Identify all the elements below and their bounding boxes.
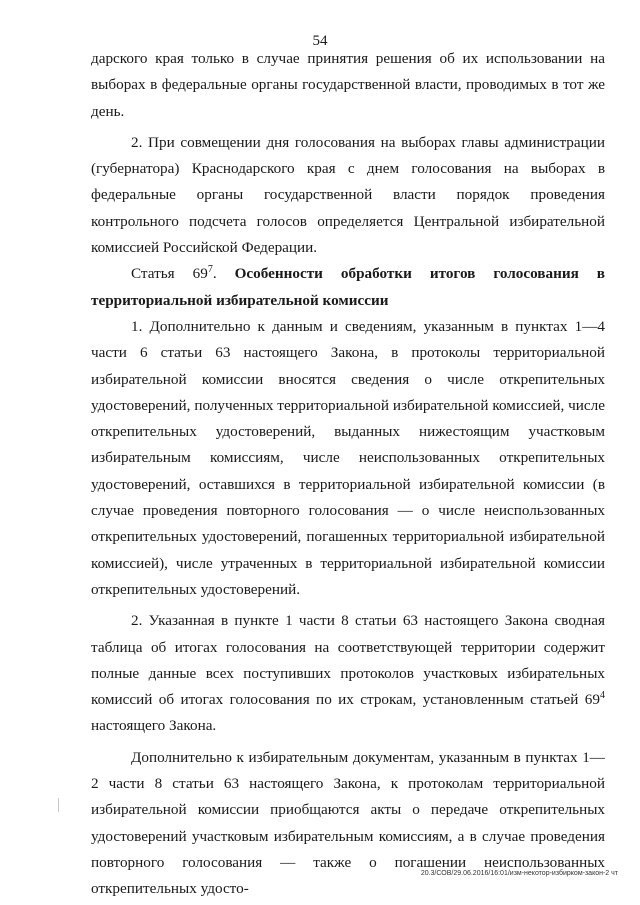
article-paragraph-2-superscript: 4 (600, 690, 605, 702)
article-number-dot: . (212, 265, 235, 283)
article-title (91, 261, 605, 314)
paragraph-continuation: дарского края только в случае принятия решения об их использовании на выборах в федеральные органы государственной власти, проводимых в тот же день. (91, 50, 605, 120)
margin-mark (58, 798, 59, 812)
footer-document-code: 20.3/СОВ/29.06.2016/16:01/изм-некотор-избирком-закон-2 чт (420, 870, 618, 877)
article-paragraph-2-text: 2. Указанная в пункте 1 части 8 статьи 63 настоящего Закона сводная таблица об итогах голосования на соответствующей территории содержит полные данные всех поступивших протоколов участковых избирательных комиссий об итогах голосования по их строкам, установленным статьей 69 (91, 612, 605, 709)
article-paragraph-2 (91, 608, 605, 739)
paragraph-2: 2. При совмещении дня голосования на выборах главы администрации (губернатора) Краснодарского края с днем голосования на выборах в федеральные органы государственной власти порядок проведения контрольного подсчета голосов определяется Центральной избирательной комиссией Российской Федерации. (91, 133, 605, 257)
article-number: Статья 69 (131, 265, 208, 283)
article-paragraph-3: Дополнительно к избирательным документам, указанным в пунктах 1—2 части 8 статьи 63 настоящего Закона, к протоколам территориальной избирательной комиссии приобщаются акты о передаче открепительных удостоверений участковым избирательным комиссиям, а в случае проведения повторного голосования — также о погашении неиспользованных открепительных удосто- (91, 748, 605, 898)
article-number-superscript: 7 (207, 264, 213, 276)
article-paragraph-2-end: настоящего Закона. (91, 717, 217, 735)
article-paragraph-1: 1. Дополнительно к данным и сведениям, указанным в пунктах 1—4 части 6 статьи 63 настоящего Закона, в протоколы территориальной избирательной комиссии вносятся сведения о числе открепительных удостоверений, полученных территориальной избирательной комиссией, числе открепительных удостоверений, выданных нижестоящим участковым избирательным комиссиям, числе неиспользованных открепительных удостоверений, оставшихся в территориальной избирательной комиссии (в случае проведения повторного голосования — о числе неиспользованных открепительных удостоверений, погашенных территориальной избирательной комиссией), числе утраченных в территориальной избирательной комиссии открепительных удостоверений. (91, 317, 605, 598)
page-number: 54 (312, 33, 328, 49)
document-body (91, 46, 605, 903)
article-heading: Особенности обработки итогов голосования в территориальной избирательной комиссии (91, 265, 605, 309)
